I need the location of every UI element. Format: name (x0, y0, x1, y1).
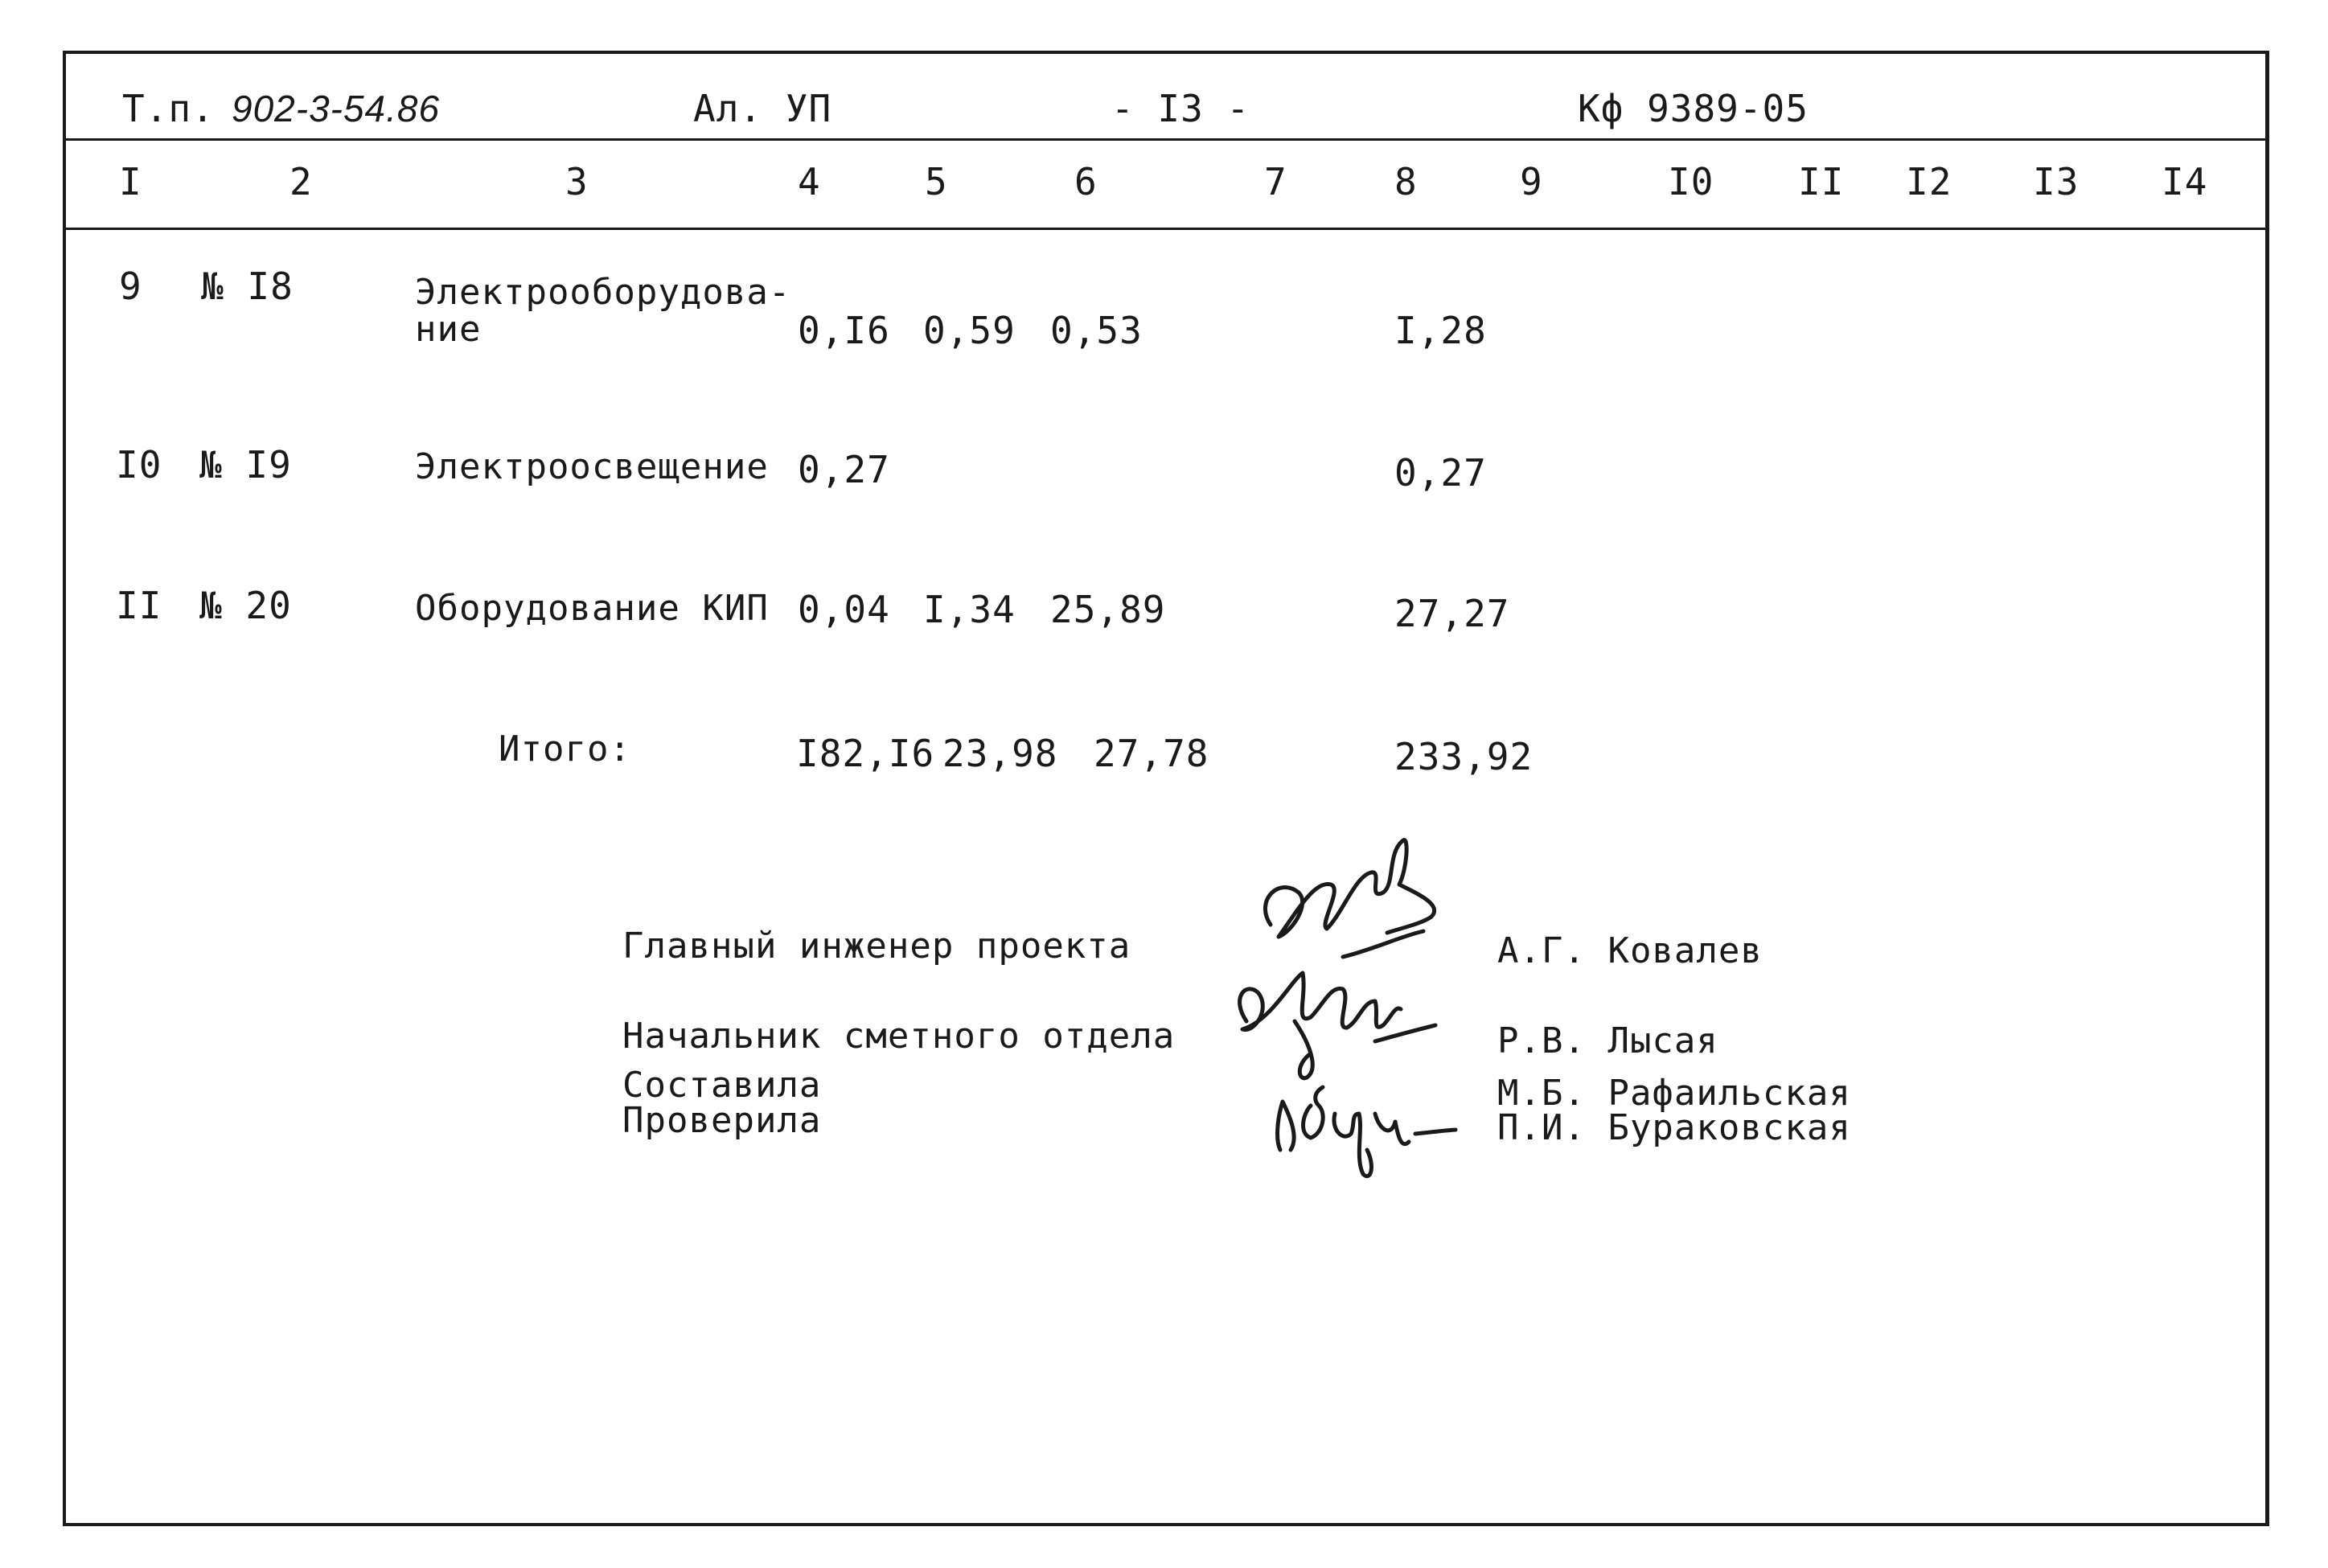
total-col5: 23,98 (942, 732, 1058, 775)
total-col4: I82,I6 (796, 732, 935, 775)
album-label: Ал. УП (693, 87, 832, 130)
tp-prefix: Т.п. (122, 87, 215, 130)
total-col8: 233,92 (1394, 735, 1534, 778)
column-number: 7 (1264, 160, 1287, 203)
signature-role: Составила (622, 1065, 822, 1106)
cell-col8: I,28 (1394, 309, 1487, 352)
header-rule (63, 138, 2269, 141)
column-number: 6 (1074, 160, 1098, 203)
signature-role: Проверила (622, 1100, 822, 1141)
column-number: I4 (2162, 160, 2208, 203)
total-label: Итого: (499, 729, 631, 770)
document-frame (63, 51, 2269, 1526)
column-number: 4 (798, 160, 821, 203)
cell-col4: 0,04 (798, 588, 890, 631)
column-number: 9 (1520, 160, 1543, 203)
tp-number: 902-3-54.86 (232, 88, 441, 129)
cell-col8: 27,27 (1394, 592, 1510, 635)
cell-col5: I,34 (923, 588, 1016, 631)
cell-col8: 0,27 (1394, 451, 1487, 495)
cell-col6: 25,89 (1050, 588, 1166, 631)
cell-col5: 0,59 (923, 309, 1016, 352)
row-reference: № I9 (199, 443, 292, 486)
row-name: Электроосвещение (415, 446, 769, 487)
row-name: Оборудование КИП (415, 588, 769, 629)
signature-name: А.Г. Ковалев (1497, 930, 1763, 971)
signature-role: Начальник сметного отдела (622, 1016, 1176, 1057)
row-reference: № 20 (199, 584, 292, 627)
column-number: 8 (1394, 160, 1418, 203)
column-number: I0 (1668, 160, 1714, 203)
row-name-line1: Электрооборудова- (415, 272, 791, 313)
row-number: I0 (116, 443, 162, 486)
column-number: I2 (1906, 160, 1952, 203)
row-number: II (116, 584, 162, 627)
column-number: 5 (925, 160, 948, 203)
row-name-line2: ние (415, 309, 482, 350)
column-number: I (119, 160, 142, 203)
row-reference: № I8 (201, 265, 294, 308)
signature-name: П.И. Бураковская (1497, 1107, 1851, 1148)
column-number: 2 (289, 160, 313, 203)
page-number: - I3 - (1111, 87, 1250, 130)
column-header-rule (63, 228, 2269, 230)
signature-name: М.Б. Рафаильская (1497, 1073, 1851, 1114)
cell-col4: 0,I6 (798, 309, 890, 352)
column-number: I3 (2033, 160, 2080, 203)
signature-role: Главный инженер проекта (622, 926, 1131, 967)
cell-col6: 0,53 (1050, 309, 1143, 352)
cell-col4: 0,27 (798, 448, 890, 491)
handwritten-signatures (1222, 836, 1480, 1190)
signature-name: Р.В. Лысая (1497, 1020, 1718, 1061)
column-number: II (1798, 160, 1845, 203)
total-col6: 27,78 (1094, 732, 1209, 775)
column-number: 3 (565, 160, 589, 203)
row-number: 9 (119, 265, 142, 308)
document-code: Кф 9389-05 (1578, 87, 1809, 130)
